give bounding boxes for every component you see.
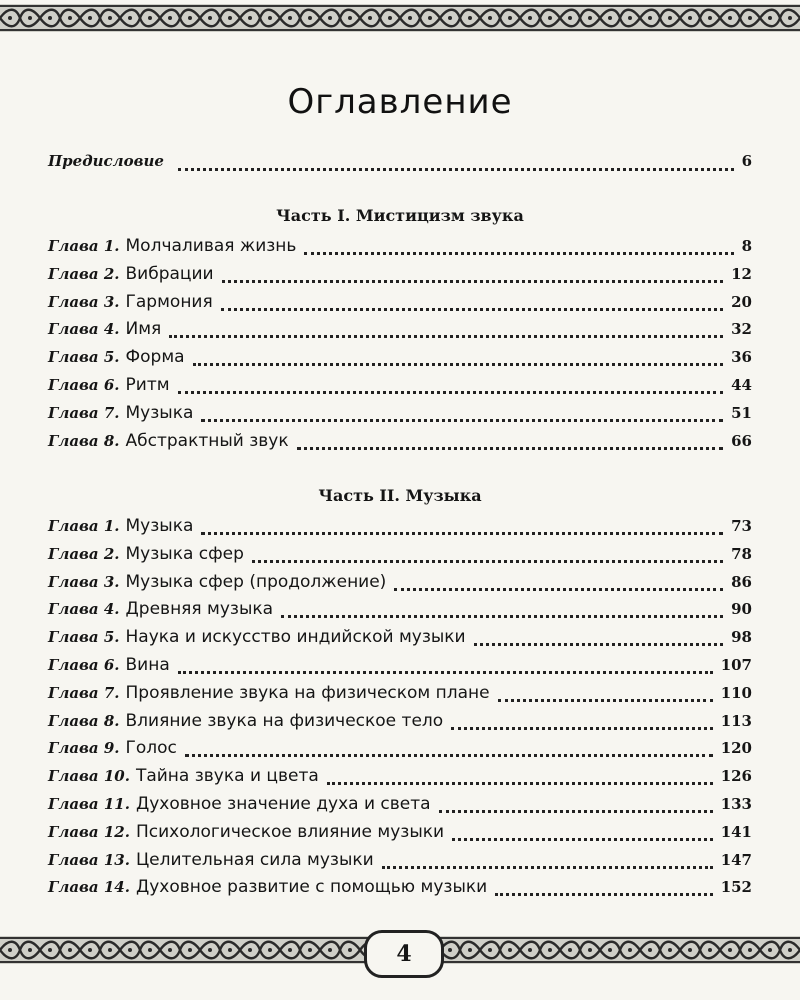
chapter-title: Музыка (125, 403, 194, 423)
chapter-page: 36 (731, 348, 752, 366)
toc-entry[interactable] (48, 292, 752, 318)
dot-leader (185, 753, 713, 757)
chapter-page: 110 (720, 684, 752, 702)
chapter-title: Молчаливая жизнь (125, 236, 297, 256)
dot-leader (439, 809, 713, 813)
toc-entry[interactable] (48, 236, 752, 262)
preface-label: Предисловие (48, 152, 164, 170)
chapter-label: Глава 5. (48, 628, 120, 646)
chapter-label: Глава 8. (48, 712, 120, 730)
chapter-label: Глава 14. (48, 878, 130, 896)
top-ornamental-border-icon (0, 4, 800, 32)
dot-leader (394, 587, 723, 591)
toc-entry[interactable] (48, 375, 752, 401)
chapter-title: Духовное развитие с помощью музыки (135, 877, 488, 897)
chapter-page: 113 (720, 712, 752, 730)
chapter-label: Глава 2. (48, 545, 120, 563)
dot-leader (451, 726, 713, 730)
chapter-label: Глава 4. (48, 600, 120, 618)
chapter-label: Глава 5. (48, 348, 120, 366)
chapter-title: Наука и искусство индийской музыки (125, 627, 466, 647)
chapter-label: Глава 10. (48, 767, 130, 785)
chapter-page: 86 (731, 573, 752, 591)
chapter-label: Глава 1. (48, 517, 120, 535)
chapter-page: 141 (720, 823, 752, 841)
toc-entry[interactable] (48, 431, 752, 457)
chapter-label: Глава 2. (48, 265, 120, 283)
chapter-title: Тайна звука и цвета (135, 766, 319, 786)
toc-entry[interactable] (48, 794, 752, 820)
chapter-page: 107 (720, 656, 752, 674)
chapter-title: Вибрации (125, 264, 214, 284)
toc-entry[interactable] (48, 516, 752, 542)
dot-leader (222, 279, 724, 283)
toc-entry[interactable] (48, 572, 752, 598)
chapter-page: 20 (731, 293, 752, 311)
chapter-title: Имя (125, 319, 162, 339)
dot-leader (252, 559, 723, 563)
dot-leader (495, 892, 713, 896)
chapter-page: 51 (731, 404, 752, 422)
dot-leader (201, 418, 723, 422)
dot-leader (193, 362, 724, 366)
toc-entry[interactable] (48, 738, 752, 764)
toc-entry[interactable] (48, 599, 752, 625)
toc-entry[interactable] (48, 766, 752, 792)
dot-leader (297, 446, 723, 450)
chapter-page: 147 (720, 851, 752, 869)
chapter-label: Глава 13. (48, 851, 130, 869)
chapter-label: Глава 6. (48, 376, 120, 394)
chapter-title: Музыка сфер (125, 544, 244, 564)
chapter-page: 8 (741, 237, 752, 255)
toc-entry[interactable] (48, 319, 752, 345)
dot-leader (327, 781, 713, 785)
chapter-title: Психологическое влияние музыки (135, 822, 445, 842)
toc-entry[interactable] (48, 403, 752, 429)
chapter-title: Влияние звука на физическое тело (125, 711, 444, 731)
toc-entry[interactable] (48, 655, 752, 681)
preface-page: 6 (741, 152, 752, 170)
chapter-label: Глава 1. (48, 237, 120, 255)
chapter-title: Целительная сила музыки (135, 850, 374, 870)
page-title: Оглавление (287, 82, 513, 122)
chapter-title: Абстрактный звук (125, 431, 289, 451)
chapter-title: Голос (125, 738, 177, 758)
dot-leader (498, 698, 713, 702)
dot-leader (452, 837, 713, 841)
toc-entry[interactable] (48, 683, 752, 709)
page-number-value: 4 (396, 941, 412, 967)
chapter-label: Глава 9. (48, 739, 120, 757)
chapter-title: Музыка (125, 516, 194, 536)
chapter-page: 73 (731, 517, 752, 535)
chapter-label: Глава 7. (48, 404, 120, 422)
chapter-page: 90 (731, 600, 752, 618)
chapter-label: Глава 7. (48, 684, 120, 702)
dot-leader (221, 307, 723, 311)
chapter-title: Ритм (125, 375, 170, 395)
toc-entry[interactable] (48, 264, 752, 290)
chapter-title: Проявление звука на физическом плане (125, 683, 490, 703)
chapter-page: 98 (731, 628, 752, 646)
dot-leader (201, 531, 723, 535)
chapter-page: 126 (720, 767, 752, 785)
toc-entry[interactable] (48, 711, 752, 737)
chapter-label: Глава 6. (48, 656, 120, 674)
dot-leader (178, 390, 724, 394)
part-heading: Часть I. Мистицизм звука (276, 206, 524, 225)
chapter-label: Глава 12. (48, 823, 130, 841)
chapter-label: Глава 3. (48, 573, 120, 591)
dot-leader (178, 670, 713, 674)
chapter-page: 32 (731, 320, 752, 338)
chapter-title: Вина (125, 655, 170, 675)
chapter-page: 120 (720, 739, 752, 757)
chapter-label: Глава 8. (48, 432, 120, 450)
toc-entry[interactable] (48, 347, 752, 373)
chapter-page: 152 (720, 878, 752, 896)
chapter-title: Древняя музыка (125, 599, 274, 619)
toc-entry[interactable] (48, 544, 752, 570)
chapter-label: Глава 3. (48, 293, 120, 311)
chapter-title: Форма (125, 347, 185, 367)
toc-entry[interactable] (48, 850, 752, 876)
dot-leader (304, 251, 733, 255)
dot-leader (169, 334, 723, 338)
chapter-page: 133 (720, 795, 752, 813)
chapter-page: 44 (731, 376, 752, 394)
part-heading: Часть II. Музыка (318, 486, 482, 505)
chapter-page: 66 (731, 432, 752, 450)
page-number (364, 930, 444, 978)
toc-entry[interactable] (48, 822, 752, 848)
chapter-label: Глава 11. (48, 795, 130, 813)
chapter-title: Духовное значение духа и света (135, 794, 431, 814)
toc-entry[interactable] (48, 627, 752, 653)
dot-leader (382, 865, 713, 869)
chapter-title: Музыка сфер (продолжение) (125, 572, 387, 592)
toc-entry[interactable] (48, 877, 752, 903)
toc-entry-preface[interactable] (48, 152, 752, 178)
chapter-title: Гармония (125, 292, 213, 312)
dot-leader (281, 614, 723, 618)
chapter-page: 78 (731, 545, 752, 563)
chapter-label: Глава 4. (48, 320, 120, 338)
dot-leader (178, 167, 734, 171)
dot-leader (474, 642, 724, 646)
chapter-page: 12 (731, 265, 752, 283)
